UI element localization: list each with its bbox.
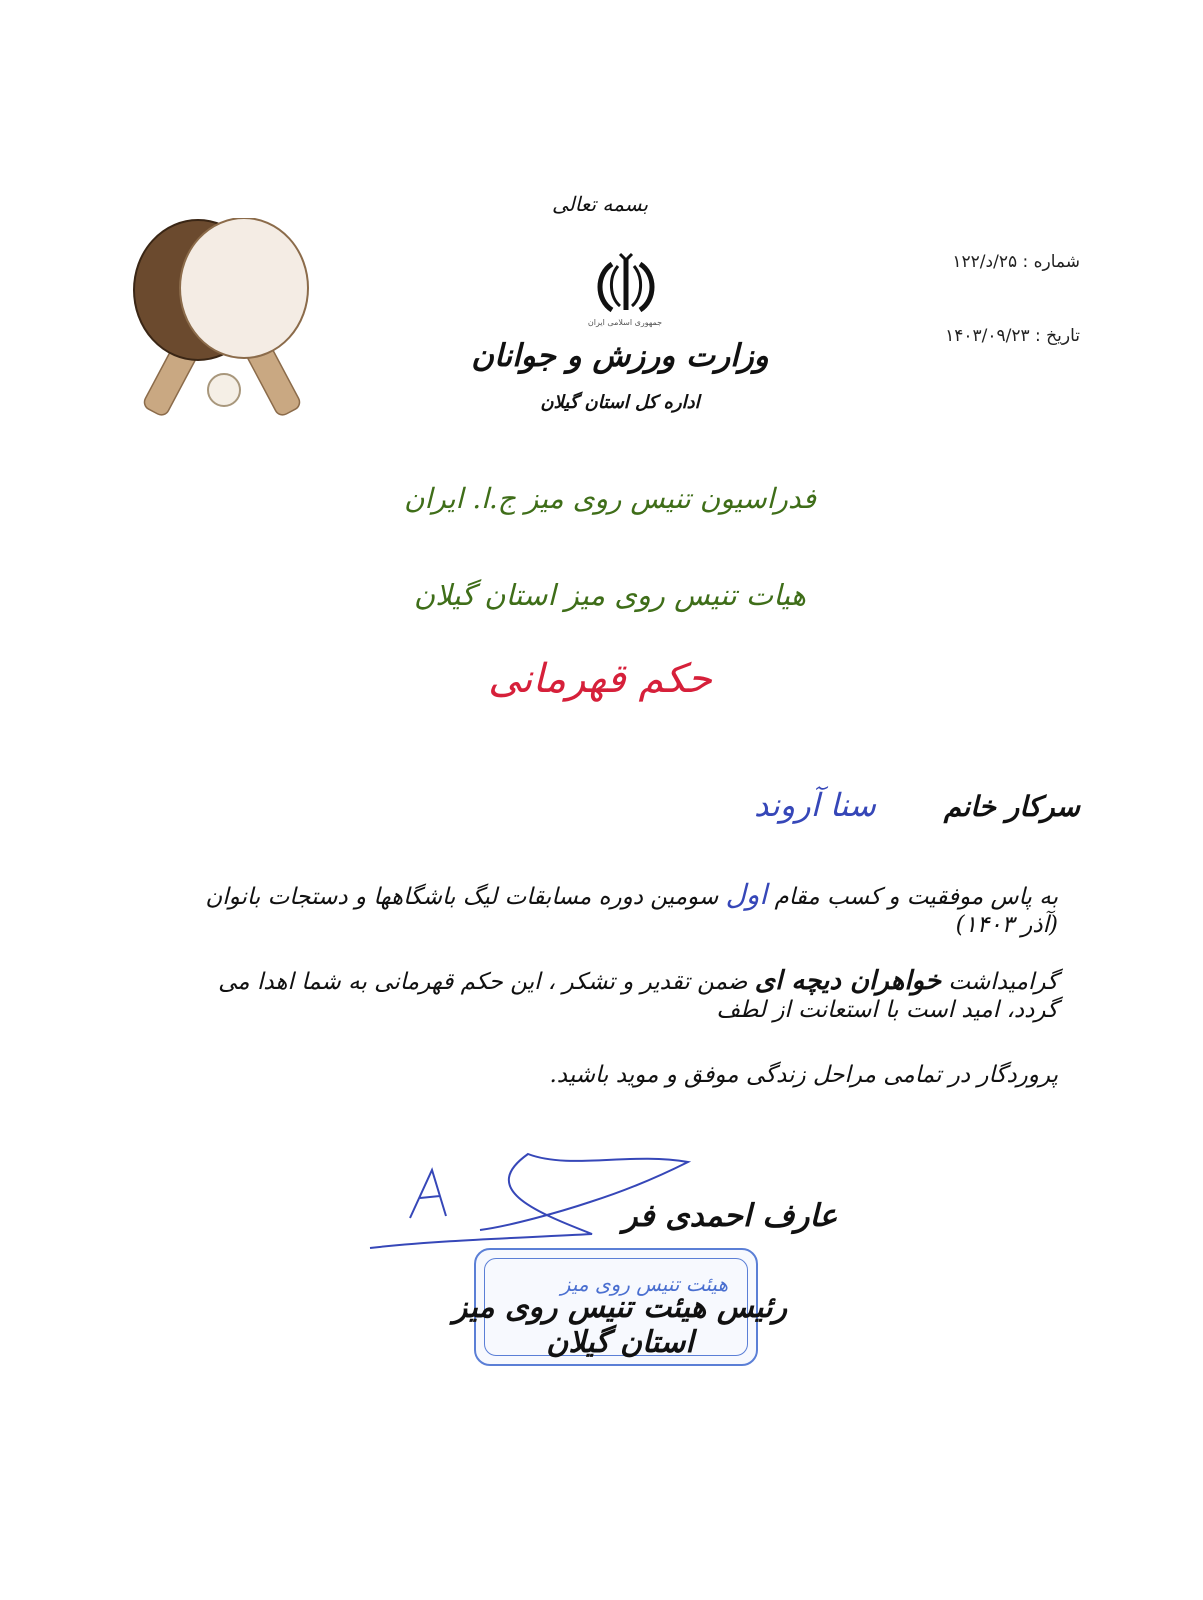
number-label: شماره : [1022,252,1080,272]
paddle-right-icon [180,218,308,418]
emblem-caption: جمهوری اسلامی ایران [587,318,663,327]
number-value: ۲۵/د/۱۲۲ [952,252,1018,272]
date-value: ۱۴۰۳/۰۹/۲۳ [945,326,1030,346]
body-line-2-b: ضمن تقدیر و تشکر ، این حکم قهرمانی به شما اهدا می گردد، امید است با استعانت از لطف [218,969,1058,1024]
body-line-2 [198,966,1058,1025]
letter-date [860,326,1080,346]
body-line-1-b: سومین دوره مسابقات لیگ باشگاهها و دستجات بانوان (آذر ۱۴۰۳) [205,884,1058,938]
federation-title: فدراسیون تنیس روی میز ج.ا. ایران [403,482,817,515]
stamp-text: هیئت تنیس روی میز [560,1272,728,1296]
body-line-1 [198,878,1058,939]
ministry-title: وزارت ورزش و جوانان [471,338,769,374]
recipient-name: سنا آروند [754,786,876,824]
club-name: خواهران دیچه ای [754,966,942,996]
letter-number [860,252,1080,272]
body-line-2-a: گرامیداشت [948,969,1058,995]
table-tennis-logo [120,218,320,418]
certificate-title: حکم قهرمانی [488,656,712,702]
rank-handwritten: اول [725,878,768,911]
bismillah: بسمه تعالی [551,192,649,216]
body-line-1-a: به پاس موفقیت و کسب مقام [774,884,1058,910]
body-line-3: پروردگار در تمامی مراحل زندگی موفق و موید باشید. [549,1062,1058,1088]
signer-name: عارف احمدی فر [622,1198,838,1234]
signer-title: رئیس هیئت تنیس روی میز استان گیلان [452,1290,788,1360]
board-title: هیات تنیس روی میز استان گیلان [413,578,807,612]
ball-icon [208,374,240,406]
province-office-title: اداره کل استان گیلان [540,392,700,413]
iran-emblem-icon [588,252,664,318]
date-label: تاریخ : [1035,326,1080,346]
recipient-salutation: سرکار خانم [943,790,1080,823]
